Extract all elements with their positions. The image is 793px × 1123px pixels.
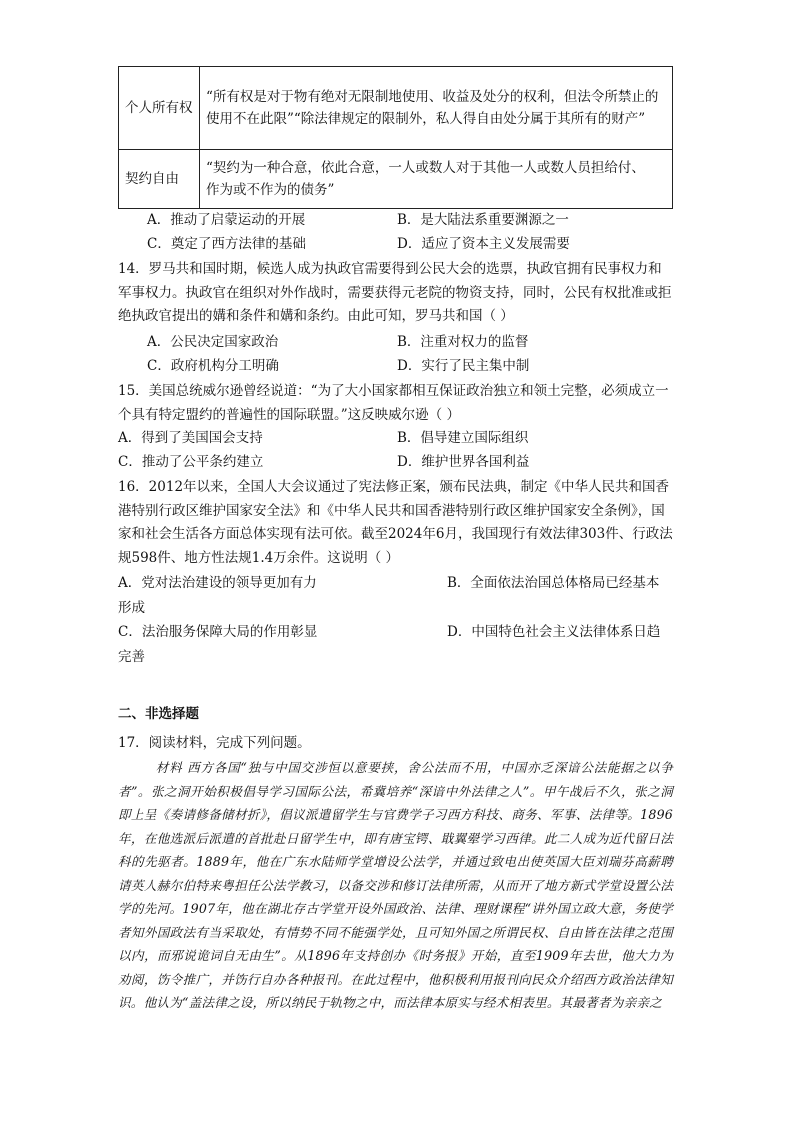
table-key-cell: 契约自由: [119, 150, 200, 209]
q15-option-a: A．得到了美国国会支持: [118, 430, 263, 446]
q16-option-b: B．全面依法治国总体格局已经基本: [447, 575, 660, 591]
q16-option-d: D．中国特色社会主义法律体系日趋: [447, 624, 661, 640]
q15-stem: 15．美国总统威尔逊曾经说道：“为了大小国家都相互保证政治独立和领土完整，必须成立一个具有特定盟约的普遍性的国际联盟。”这反映威尔逊（ ）: [118, 383, 669, 423]
table-value-line: 使用不在此限”“除法律规定的限制外，私人得自由处分属于其所有的财产”: [206, 111, 646, 127]
table-value-line: 作为或不作为的债务”: [206, 182, 335, 198]
q15-option-b: B．倡导建立国际组织: [397, 430, 529, 446]
q17-material: [118, 756, 673, 1015]
q14-option-a: A．公民决定国家政治: [147, 334, 279, 350]
comparison-table: [118, 66, 673, 209]
q17-intro: 17．阅读材料，完成下列问题。: [118, 735, 311, 751]
q16-option-a: A．党对法治建设的领导更加有力: [118, 575, 317, 591]
q13-option-c: C．奠定了西方法律的基础: [147, 236, 306, 252]
q14-option-d: D．实行了民主集中制: [397, 358, 530, 374]
q16-option-c: C．法治服务保障大局的作用彰显: [118, 624, 318, 640]
q17-material-text: 材料 西方各国“独与中国交涉恒以意要挟，舍公法而不用，中国亦乏深谙公法能据之以争者”。张之洞开始积极倡导学习国际公法，希冀培养“深谙中外法律之人”。甲午战后不久，张之洞即上呈《奏请修备储材折》，倡议派遣留学生与官费学子习西方科技、商务、军事、法律等。1896年，在他选派后派遣的首批赴日留学生中，即有唐宝锷、戢翼翚学习西律。此二人成为近代留日法科的先驱者。1889年，他在广东水陆师学堂增设公法学，并通过致电出使英国大臣刘瑞芬高薪聘请英人赫尔伯特来粤担任公法学教习，以备交涉和修订法律所需，从而开了地方新式学堂设置公法学的先河。1907年，他在湖北存古学堂开设外国政治、法律、理财课程“讲外国立政大意，务使学者知外国政法有当采取处，有情势不同不能强学处，且可知外国之所谓民权、自由皆在法律之范围以内，而邪说诡词自无由生”。从1896年支持创办《时务报》开始，直至1909年去世，他大力为劝阅，饬令推广，并饬行自办各种报刊。在此过程中，他积极利用报刊向民众介绍西方政治法律知识。他认为“盖法律之设，所以纳民于轨物之中，而法律本原实与经术相表里。其最著者为亲亲之: [118, 760, 673, 1010]
q13-option-a: A．推动了启蒙运动的开展: [147, 212, 306, 228]
q16-option-b-cont: 形成: [118, 600, 145, 616]
table-value-line: “所有权是对于物有绝对无限制地使用、收益及处分的权利，但法令所禁止的: [206, 89, 659, 105]
table-value-line: “契约为一种合意，依此合意，一人或数人对于其他一人或数人员担给付、: [206, 160, 645, 176]
q14-option-b: B．注重对权力的监督: [397, 334, 529, 350]
table-value-cell: [200, 67, 673, 150]
q15-option-c: C．推动了公平条约建立: [118, 454, 264, 470]
q13-option-d: D．适应了资本主义发展需要: [397, 236, 570, 252]
table-row: [119, 67, 673, 150]
table-key-cell: 个人所有权: [119, 67, 200, 150]
table-value-cell: [200, 150, 673, 209]
q14-option-c: C．政府机构分工明确: [147, 358, 279, 374]
q16-stem: 16．2012年以来，全国人大会议通过了宪法修正案，颁布民法典，制定《中华人民共和国香港特别行政区维护国家安全法》和《中华人民共和国香港特别行政区维护国家安全条例》，国家和社会生活各方面总体实现有法可依。截至2024年6月，我国现行有效法律303件、行政法规598件、地方性法规1.4万余件。这说明（ ）: [118, 479, 673, 566]
q14-stem: 14．罗马共和国时期，候选人成为执政官需要得到公民大会的选票，执政官拥有民事权力和军事权力。执政官在组织对外作战时，需要获得元老院的物资支持，同时，公民有权批准或拒绝执政官提出的媾和条件和媾和条约。由此可知，罗马共和国（ ）: [118, 261, 672, 324]
q16-option-d-cont: 完善: [118, 649, 145, 665]
table-row: [119, 150, 673, 209]
section-title: 二、非选择题: [118, 706, 199, 722]
q15-option-d: D．维护世界各国利益: [397, 454, 530, 470]
q13-option-b: B．是大陆法系重要渊源之一: [397, 212, 569, 228]
